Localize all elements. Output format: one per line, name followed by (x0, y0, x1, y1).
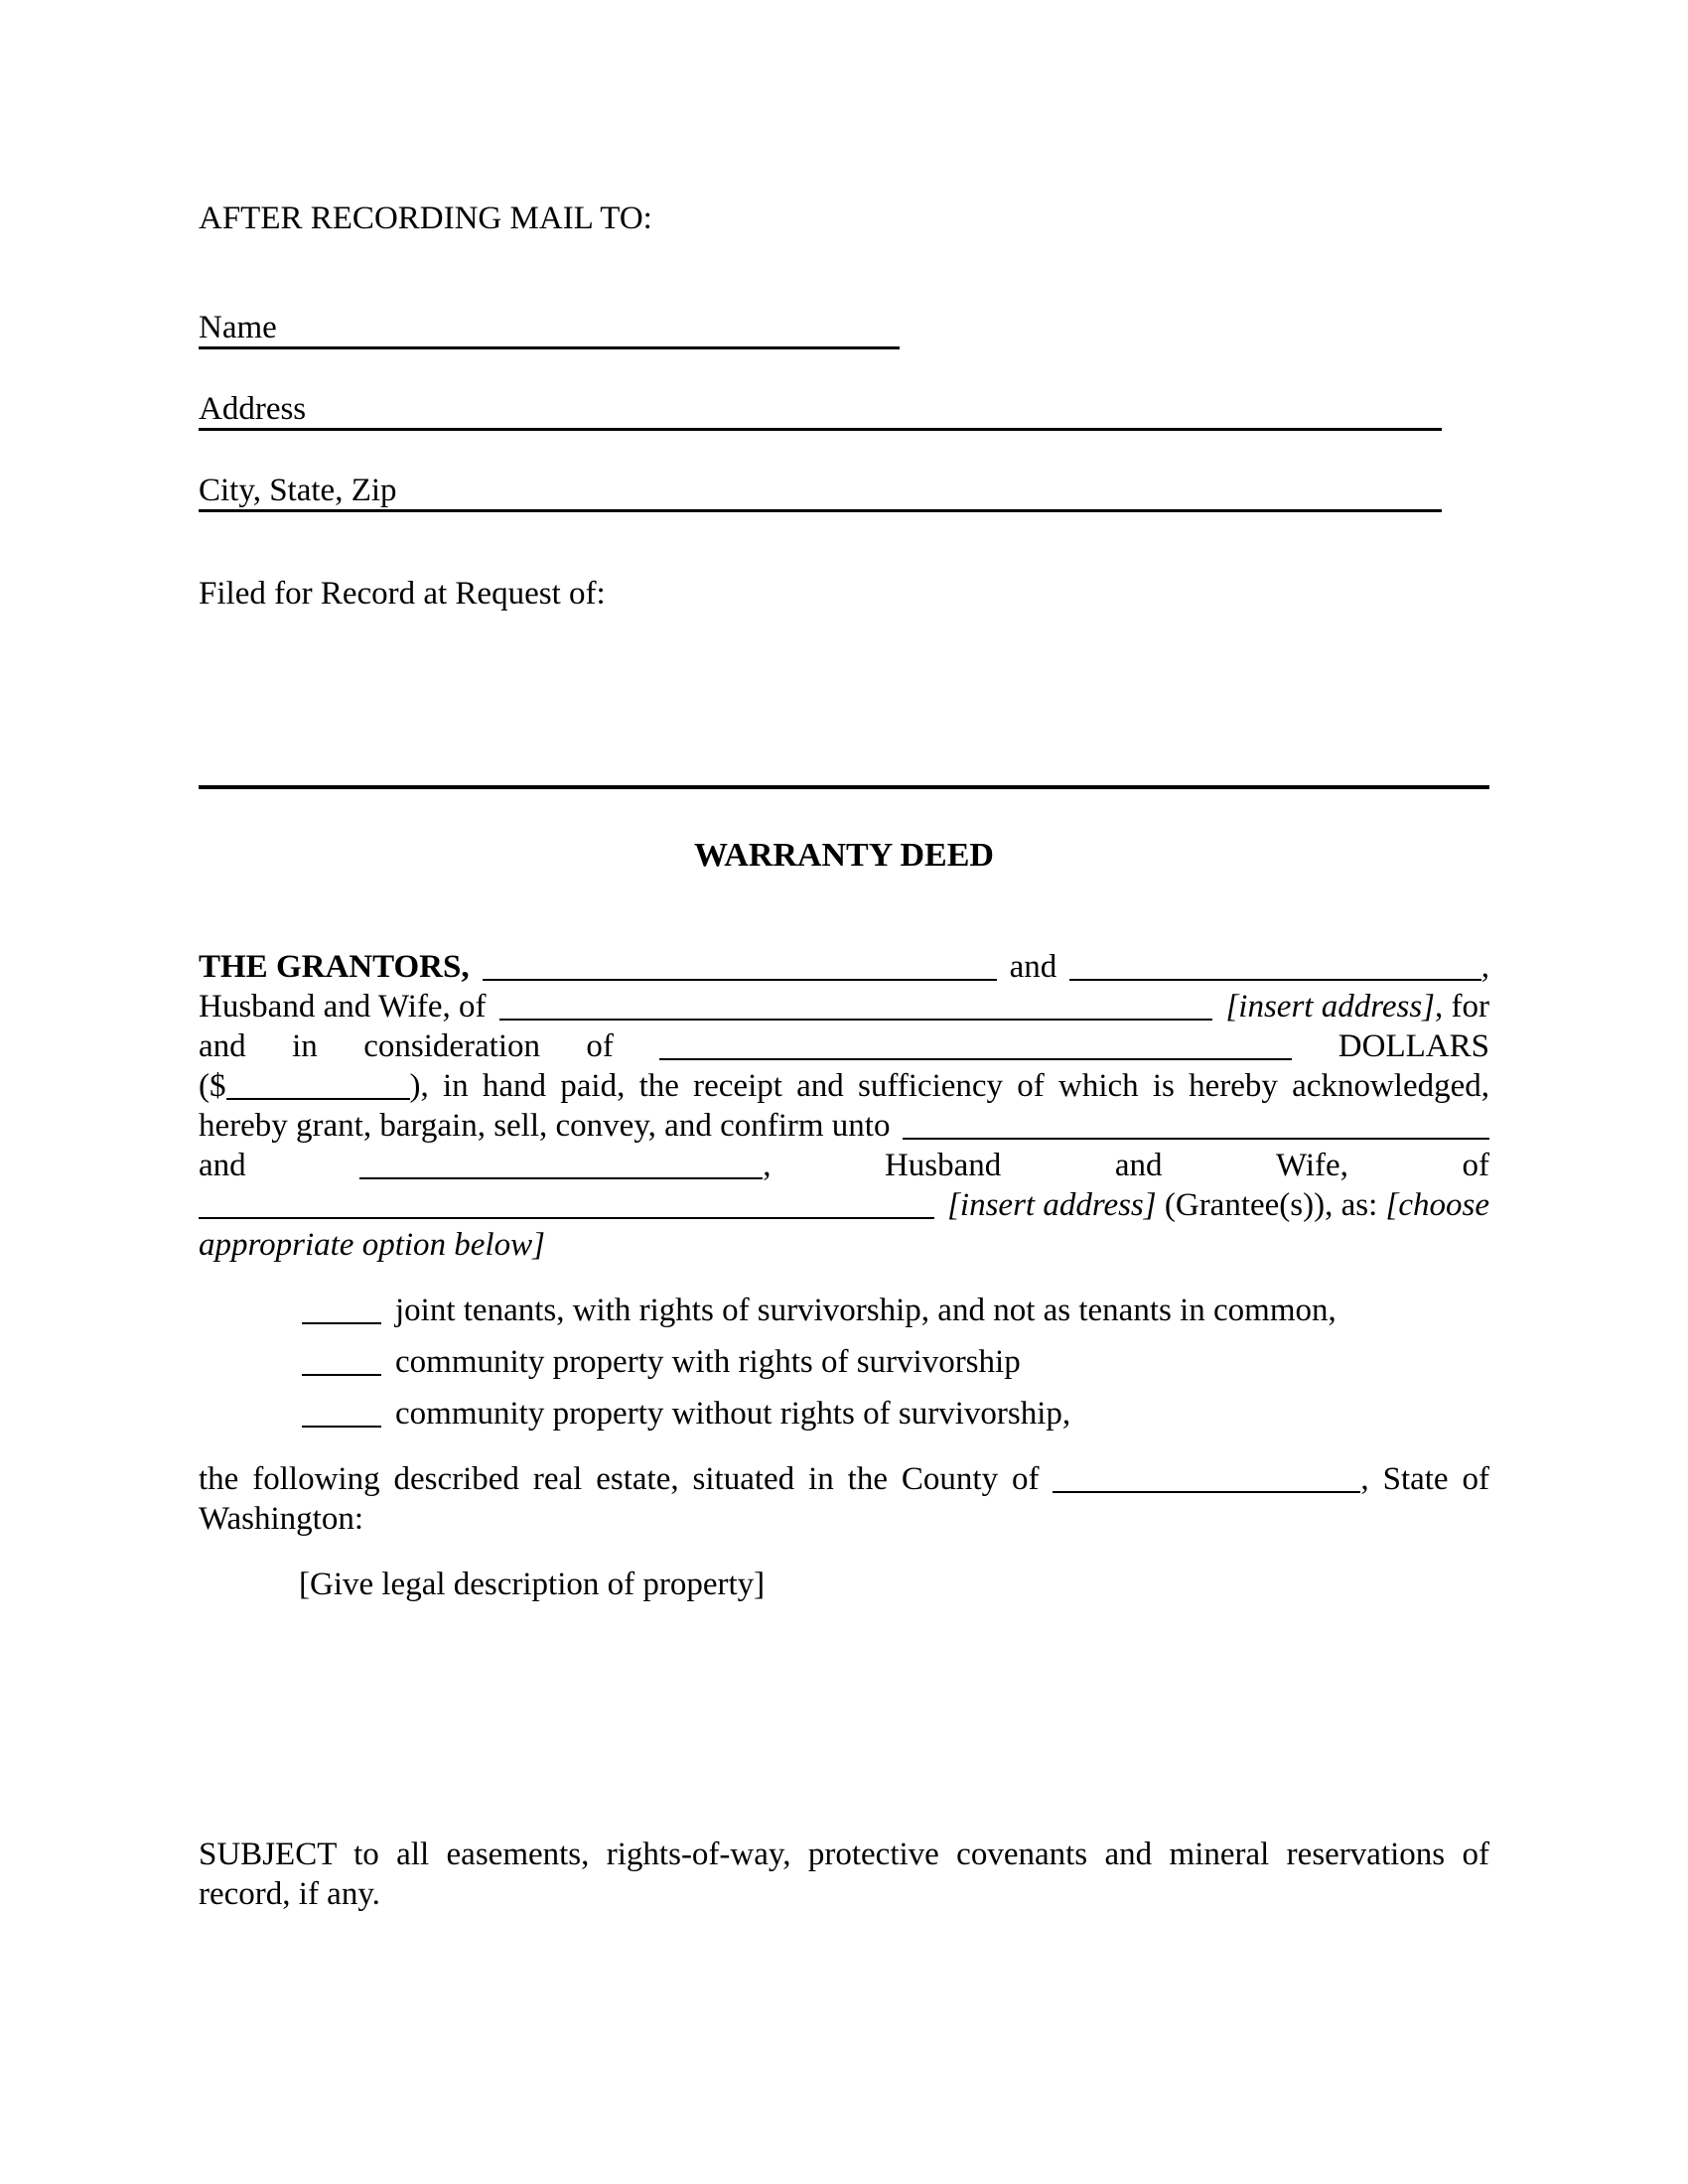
option-2-label: community property with rights of survivorship (395, 1344, 1021, 1380)
name-label: Name (199, 310, 277, 345)
grantor-address-blank[interactable] (499, 997, 1213, 1021)
option-joint-tenants (199, 1291, 1489, 1330)
grantee-address-blank[interactable] (199, 1195, 934, 1219)
grantee2-name-blank[interactable] (359, 1156, 763, 1179)
consideration-amount-words-blank[interactable] (659, 1036, 1292, 1060)
dollars-label: DOLLARS (1337, 1028, 1489, 1064)
address-input-blank[interactable] (306, 418, 1442, 419)
city-state-zip-input-blank[interactable] (397, 499, 1442, 500)
county-clause (199, 1459, 1489, 1539)
county-name-blank[interactable] (1053, 1469, 1360, 1493)
name-field-row (199, 310, 900, 349)
address-label: Address (199, 391, 307, 427)
grantors-line-4: ($ ), in hand paid, the receipt and sufficiency of which is hereby acknowledged, (199, 1068, 1489, 1104)
document-title: WARRANTY DEED (694, 837, 994, 874)
option-1-checkmark-blank[interactable] (302, 1300, 381, 1324)
grantors-line-2: Husband and Wife, of [insert address], for (199, 989, 1489, 1024)
choose-option-hint: appropriate option below] (199, 1227, 545, 1263)
legal-description-placeholder: [Give legal description of property] (299, 1567, 766, 1602)
option-community-property-with-rights (199, 1342, 1489, 1382)
county-clause-line-2: Washington: (199, 1501, 363, 1537)
address-field-row (199, 391, 1442, 431)
grantors-line-7: [insert address] (Grantee(s)), as: [choose (199, 1185, 1489, 1225)
grantor1-name-blank[interactable] (483, 957, 997, 981)
section-divider (199, 785, 1489, 789)
consideration-amount-numeric-blank[interactable] (226, 1076, 410, 1100)
city-state-zip-field-row (199, 473, 1442, 512)
grantors-lead: THE GRANTORS, (199, 949, 470, 985)
grantors-conjunction: and (1009, 949, 1057, 985)
option-1-label: joint tenants, with rights of survivorship, and not as tenants in common, (395, 1293, 1336, 1328)
subject-clause-line-1: SUBJECT to all easements, rights-of-way, protective covenants and mineral reservations of (199, 1837, 1489, 1872)
county-clause-line-1: the following described real estate, situated in the County of , State of (199, 1461, 1489, 1497)
grantors-line-3: and in consideration of DOLLARS (199, 1028, 1489, 1064)
grantors-line-5: hereby grant, bargain, sell, convey, and confirm unto (199, 1106, 1489, 1146)
grantors-paragraph (199, 947, 1489, 1265)
ownership-options (199, 1291, 1489, 1433)
grantee1-name-blank[interactable] (903, 1116, 1489, 1140)
subject-clause-line-2: record, if any. (199, 1876, 380, 1912)
insert-address-hint-2: [insert address] (947, 1187, 1157, 1223)
option-2-checkmark-blank[interactable] (302, 1352, 381, 1376)
grantors-line-6: and , Husband and Wife, of (199, 1148, 1489, 1183)
insert-address-hint: [insert address] (1225, 989, 1436, 1024)
grantors-line-1: THE GRANTORS, and , (199, 949, 1489, 985)
after-recording-heading: AFTER RECORDING MAIL TO: (199, 201, 652, 236)
city-state-zip-label: City, State, Zip (199, 473, 397, 508)
option-community-property-without-rights (199, 1394, 1489, 1433)
subject-clause (199, 1835, 1489, 1914)
filed-for-record-label: Filed for Record at Request of: (199, 576, 606, 612)
name-input-blank[interactable] (277, 337, 900, 338)
option-3-checkmark-blank[interactable] (302, 1404, 381, 1428)
grantors-line-8 (199, 1225, 1489, 1265)
grantor2-name-blank[interactable] (1069, 957, 1480, 981)
option-3-label: community property without rights of survivorship, (395, 1396, 1071, 1432)
